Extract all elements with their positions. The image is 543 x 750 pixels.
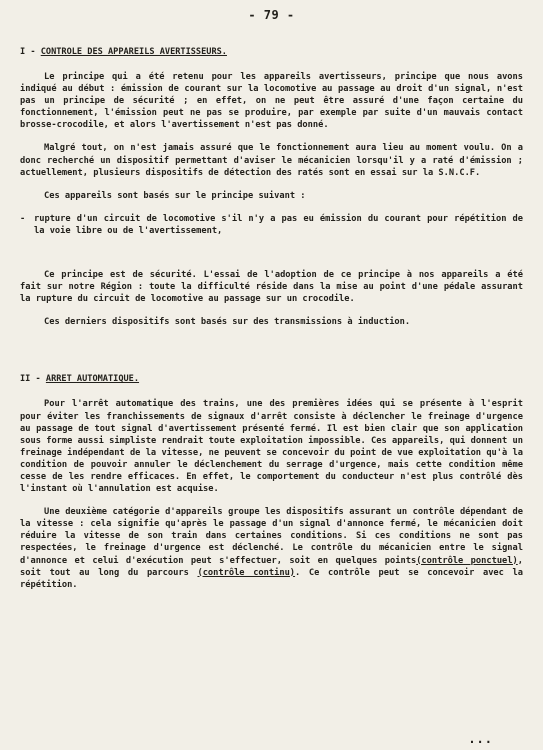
section-2-title: ARRET AUTOMATIQUE. bbox=[45, 374, 140, 385]
section-1-number: I - bbox=[20, 47, 36, 57]
section-2-paragraph-2-end: . Ce contrôle peut se concevoir avec la répétition. bbox=[20, 567, 523, 590]
section-1-paragraph-4: Ce principe est de sécurité. L'essai de l'adoption de ce principe à nos appareils a été fait sur notre Région : toute la difficulté réside dans la mise au point d'une pédale assurant la rupture du circuit de locomotive au passage sur un crocodile. bbox=[20, 270, 523, 305]
section-2-paragraph-2 bbox=[20, 506, 523, 591]
section-2-paragraph-2-start: Une deuxième catégorie d'appareils groupe les dispositifs assurant un contrôle dépendant de la vitesse : cela signifie qu'après le passage d'un signal d'annonce fermé, le mécanicien doit réduire la vitesse de son train dans certaines conditions. Si ces conditions ne sont pas respectées, le freinage d'urgence est déclenché. Le contrôle du mécanicien entre le signal d'annonce et celui d'exécution peut s'effectuer, soit en quelques points bbox=[20, 507, 523, 566]
bullet-dash: - bbox=[20, 213, 26, 224]
section-2-heading bbox=[20, 373, 523, 385]
controle-ponctuel: (contrôle ponctuel) bbox=[416, 555, 518, 566]
principle-bullet bbox=[20, 213, 523, 237]
page-number: - 79 - bbox=[248, 8, 295, 22]
section-2-number: II - bbox=[20, 374, 41, 385]
section-1-paragraph-3: Ces appareils sont basés sur le principe suivant : bbox=[44, 190, 306, 201]
controle-continu: (contrôle continu) bbox=[197, 567, 296, 578]
section-1-paragraph-2: Malgré tout, on n'est jamais assuré que le fonctionnement aura lieu au moment voulu. On a donc recherché un dispositif permettant d'aviser le mécanicien lorsqu'il y a raté d'émission ; actuellement, plusieurs dispositifs de détection des ratés sont en essai sur la S.N.C.F. bbox=[20, 143, 523, 178]
bullet-text: rupture d'un circuit de locomotive s'il n'y a pas eu émission du courant pour répétition de la voie libre ou de l'avertissement, bbox=[34, 213, 523, 236]
section-1-paragraph-5: Ces derniers dispositifs sont basés sur des transmissions à induction. bbox=[44, 317, 411, 328]
section-1-title: CONTROLE DES APPAREILS AVERTISSEURS. bbox=[40, 47, 227, 57]
section-2-paragraph-1: Pour l'arrêt automatique des trains, une des premières idées qui se présente à l'esprit pour éviter les franchissements de signaux d'arrêt consiste à déclencher le freinage d'urgence au passage de tout signal d'avertissement présenté fermé. Il est bien clair que son application sous forme aussi simpliste rendrait toute exploitation impossible. Ces appareils, qui donnent un freinage indépendant de la vitesse, ne peuvent se concevoir du point de vue exploitation qu'à la condition de pouvoir annuler le déclenchement du serrage d'urgence, mais cette condition même cesse de les rendre efficaces. En effet, le comportement du conducteur n'est plus contrôlé dès l'instant où l'annulation est acquise. bbox=[20, 399, 523, 495]
section-1-paragraph-1: Le principe qui a été retenu pour les appareils avertisseurs, principe que nous avons indiqué au début : émission de courant sur la locomotive au passage au droit d'un signal, n'est pas un principe de sécurité ; en effet, on ne peut être assuré d'une façon certaine du fonctionnement, l'émission peut ne pas se produire, par exemple par suite d'un mauvais contact brosse-crocodile, et alors l'avertissement n'est pas donné. bbox=[20, 72, 523, 131]
section-1-heading bbox=[20, 46, 523, 58]
continuation-marks: ... bbox=[468, 732, 493, 746]
section-2-paragraph-2-mid: , soit tout au long du parcours bbox=[20, 555, 523, 578]
